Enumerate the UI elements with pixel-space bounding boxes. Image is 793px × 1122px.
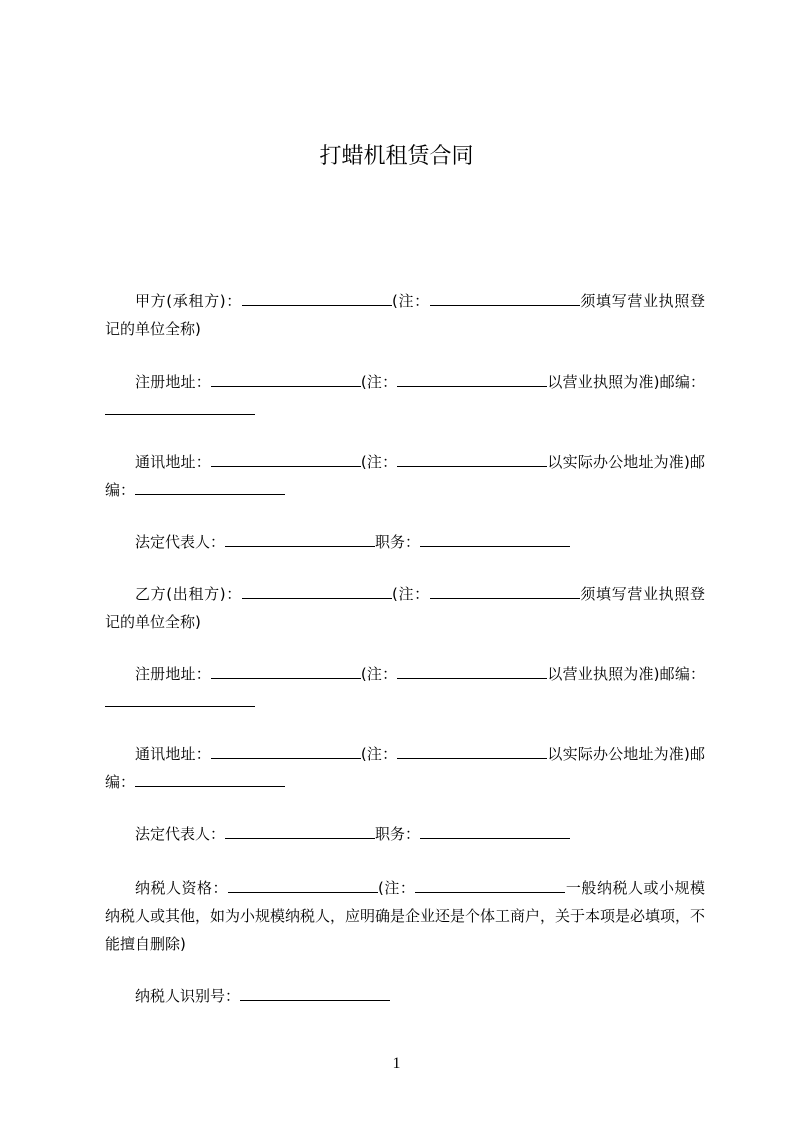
party-b-reg-address-label: 注册地址： — [135, 665, 211, 683]
party-a-note-blank[interactable] — [430, 289, 580, 306]
page-number: 1 — [392, 1055, 401, 1072]
taxpayer-qualification-blank[interactable] — [228, 876, 378, 893]
party-b-representative-blank[interactable] — [225, 822, 375, 839]
party-b-note-blank[interactable] — [430, 582, 580, 599]
party-b-position-label: 职务： — [375, 825, 421, 843]
party-b-note-open: (注： — [391, 585, 430, 603]
party-a-note-open: (注： — [391, 292, 430, 310]
party-b-name-blank[interactable] — [242, 582, 392, 599]
party-b-mail-address-paragraph — [105, 740, 705, 796]
party-a-reg-address-blank[interactable] — [211, 370, 361, 387]
party-b-paragraph — [105, 580, 705, 636]
party-a-mail-address-note-blank[interactable] — [397, 450, 547, 467]
party-a-reg-address-paragraph — [105, 368, 705, 424]
party-a-position-blank[interactable] — [420, 530, 570, 547]
party-a-reg-address-note-blank[interactable] — [397, 370, 547, 387]
taxpayer-id-label: 纳税人识别号： — [135, 987, 241, 1005]
party-a-label: 甲方(承租方)： — [135, 292, 242, 310]
party-b-reg-address-note-close: 以营业执照为准)邮编： — [547, 665, 705, 683]
party-b-position-blank[interactable] — [420, 822, 570, 839]
party-a-paragraph — [105, 287, 705, 343]
party-b-reg-postcode-blank[interactable] — [105, 690, 255, 707]
party-a-mail-address-label: 通讯地址： — [135, 453, 211, 471]
party-b-mail-address-note-close: 以实际办公地址为准)邮编： — [105, 745, 705, 791]
party-a-reg-address-note-close: 以营业执照为准)邮编： — [547, 373, 705, 391]
taxpayer-qualification-note-blank[interactable] — [415, 876, 565, 893]
taxpayer-qualification-label: 纳税人资格： — [135, 879, 229, 897]
party-a-representative-paragraph — [105, 528, 705, 556]
document-title: 打蜡机租赁合同 — [319, 144, 474, 169]
party-a-mail-address-paragraph — [105, 448, 705, 504]
party-a-name-blank[interactable] — [242, 289, 392, 306]
taxpayer-id-blank[interactable] — [240, 984, 390, 1001]
taxpayer-qualification-note-close: 一般纳税人或小规模纳税人或其他，如为小规模纳税人，应明确是企业还是个体工商户，关于本项是必填项，不能擅自删除) — [105, 879, 706, 953]
party-a-mail-address-note-close: 以实际办公地址为准)邮编： — [105, 453, 705, 499]
party-a-reg-address-note-open: (注： — [360, 373, 398, 391]
party-b-mail-address-label: 通讯地址： — [135, 745, 211, 763]
party-b-label: 乙方(出租方)： — [135, 585, 242, 603]
party-b-reg-address-note-blank[interactable] — [397, 662, 547, 679]
party-a-mail-address-blank[interactable] — [211, 450, 361, 467]
party-b-reg-address-note-open: (注： — [360, 665, 398, 683]
party-b-mail-address-blank[interactable] — [211, 742, 361, 759]
party-b-reg-address-blank[interactable] — [211, 662, 361, 679]
party-a-representative-blank[interactable] — [225, 530, 375, 547]
party-a-reg-postcode-blank[interactable] — [105, 398, 255, 415]
party-b-mail-postcode-blank[interactable] — [135, 770, 285, 787]
party-a-mail-postcode-blank[interactable] — [135, 478, 285, 495]
taxpayer-qualification-paragraph — [105, 874, 705, 958]
party-a-mail-address-note-open: (注： — [360, 453, 398, 471]
party-a-reg-address-label: 注册地址： — [135, 373, 211, 391]
party-b-representative-label: 法定代表人： — [135, 825, 226, 843]
party-b-mail-address-note-blank[interactable] — [397, 742, 547, 759]
party-a-position-label: 职务： — [375, 533, 421, 551]
party-b-mail-address-note-open: (注： — [360, 745, 398, 763]
party-b-reg-address-paragraph — [105, 660, 705, 716]
taxpayer-qualification-note-open: (注： — [378, 879, 416, 897]
party-b-representative-paragraph — [105, 820, 705, 848]
taxpayer-id-paragraph — [105, 982, 705, 1010]
party-b-note-close: 须填写营业执照登记的单位全称) — [105, 585, 705, 631]
party-a-note-close: 须填写营业执照登记的单位全称) — [105, 292, 705, 338]
party-a-representative-label: 法定代表人： — [135, 533, 226, 551]
